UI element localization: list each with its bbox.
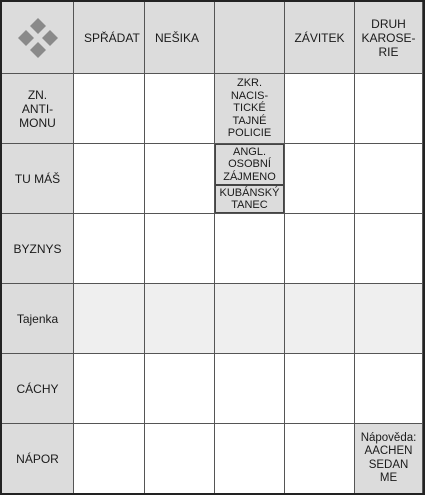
answer-cell[interactable] — [74, 144, 145, 214]
answer-cell[interactable] — [145, 144, 215, 214]
clue-cell-angl-zajmeno — [215, 144, 284, 185]
clue-text: ZN. ANTI- MONU — [19, 87, 56, 130]
logo-cell — [2, 2, 74, 74]
clue-text: TU MÁŠ — [14, 171, 61, 186]
answer-cell[interactable] — [215, 424, 285, 493]
answer-cell[interactable] — [215, 214, 285, 284]
clue-text: ANGL. OSOBNÍ ZÁJMENO — [223, 145, 276, 183]
clue-cell-kubansky-tanec — [215, 185, 284, 213]
answer-cell[interactable] — [355, 74, 423, 144]
empty-clue-cell — [215, 2, 285, 74]
answer-cell[interactable] — [74, 424, 145, 493]
clue-cell-cachy — [2, 354, 74, 424]
clue-text: SPŘÁDAT — [84, 30, 140, 45]
clue-text: NEŠIKA — [155, 30, 200, 45]
answer-cell[interactable] — [285, 214, 355, 284]
answer-cell[interactable] — [145, 424, 215, 493]
clue-cell-napor — [2, 424, 74, 493]
clue-cell-zkr-nacisticke — [215, 74, 285, 144]
answer-cell[interactable] — [355, 214, 423, 284]
answer-cell[interactable] — [74, 214, 145, 284]
answer-cell[interactable] — [74, 74, 145, 144]
answer-cell[interactable] — [145, 354, 215, 424]
tajenka-label-cell — [2, 284, 74, 354]
clue-cell-tu-mas — [2, 144, 74, 214]
answer-cell[interactable] — [145, 214, 215, 284]
clue-text: ZKR. NACIS- TICKÉ TAJNÉ POLICIE — [227, 77, 272, 140]
clue-cell-druh-karoserie — [355, 2, 423, 74]
clue-cell-byznys — [2, 214, 74, 284]
clue-cell-zn-antimonu — [2, 74, 74, 144]
clue-text: DRUH KAROSE- RIE — [361, 16, 416, 59]
tajenka-cell[interactable] — [285, 284, 355, 354]
clue-text: NÁPOR — [16, 451, 59, 466]
clue-text: CÁCHY — [16, 381, 59, 396]
tajenka-cell[interactable] — [74, 284, 145, 354]
clue-cell-zavitek — [285, 2, 355, 74]
answer-cell[interactable] — [355, 354, 423, 424]
hint-text: Nápověda: AACHEN SEDAN ME — [360, 431, 417, 484]
answer-cell[interactable] — [74, 354, 145, 424]
answer-cell[interactable] — [285, 354, 355, 424]
tajenka-label: Tajenka — [16, 311, 59, 326]
clue-text: ZÁVITEK — [294, 30, 345, 45]
clue-text: BYZNYS — [13, 241, 62, 256]
hint-cell — [355, 424, 423, 493]
tajenka-cell[interactable] — [145, 284, 215, 354]
clue-text: KUBÁNSKÝ TANEC — [219, 186, 280, 211]
tajenka-cell[interactable] — [355, 284, 423, 354]
answer-cell[interactable] — [145, 74, 215, 144]
answer-cell[interactable] — [285, 74, 355, 144]
clue-cell-spradat — [74, 2, 145, 74]
clue-cell-nesika — [145, 2, 215, 74]
answer-cell[interactable] — [285, 424, 355, 493]
answer-cell[interactable] — [355, 144, 423, 214]
diamond-cluster-icon — [16, 16, 60, 60]
answer-cell[interactable] — [285, 144, 355, 214]
answer-cell[interactable] — [215, 354, 285, 424]
tajenka-cell[interactable] — [215, 284, 285, 354]
split-clue-cell — [215, 144, 285, 214]
